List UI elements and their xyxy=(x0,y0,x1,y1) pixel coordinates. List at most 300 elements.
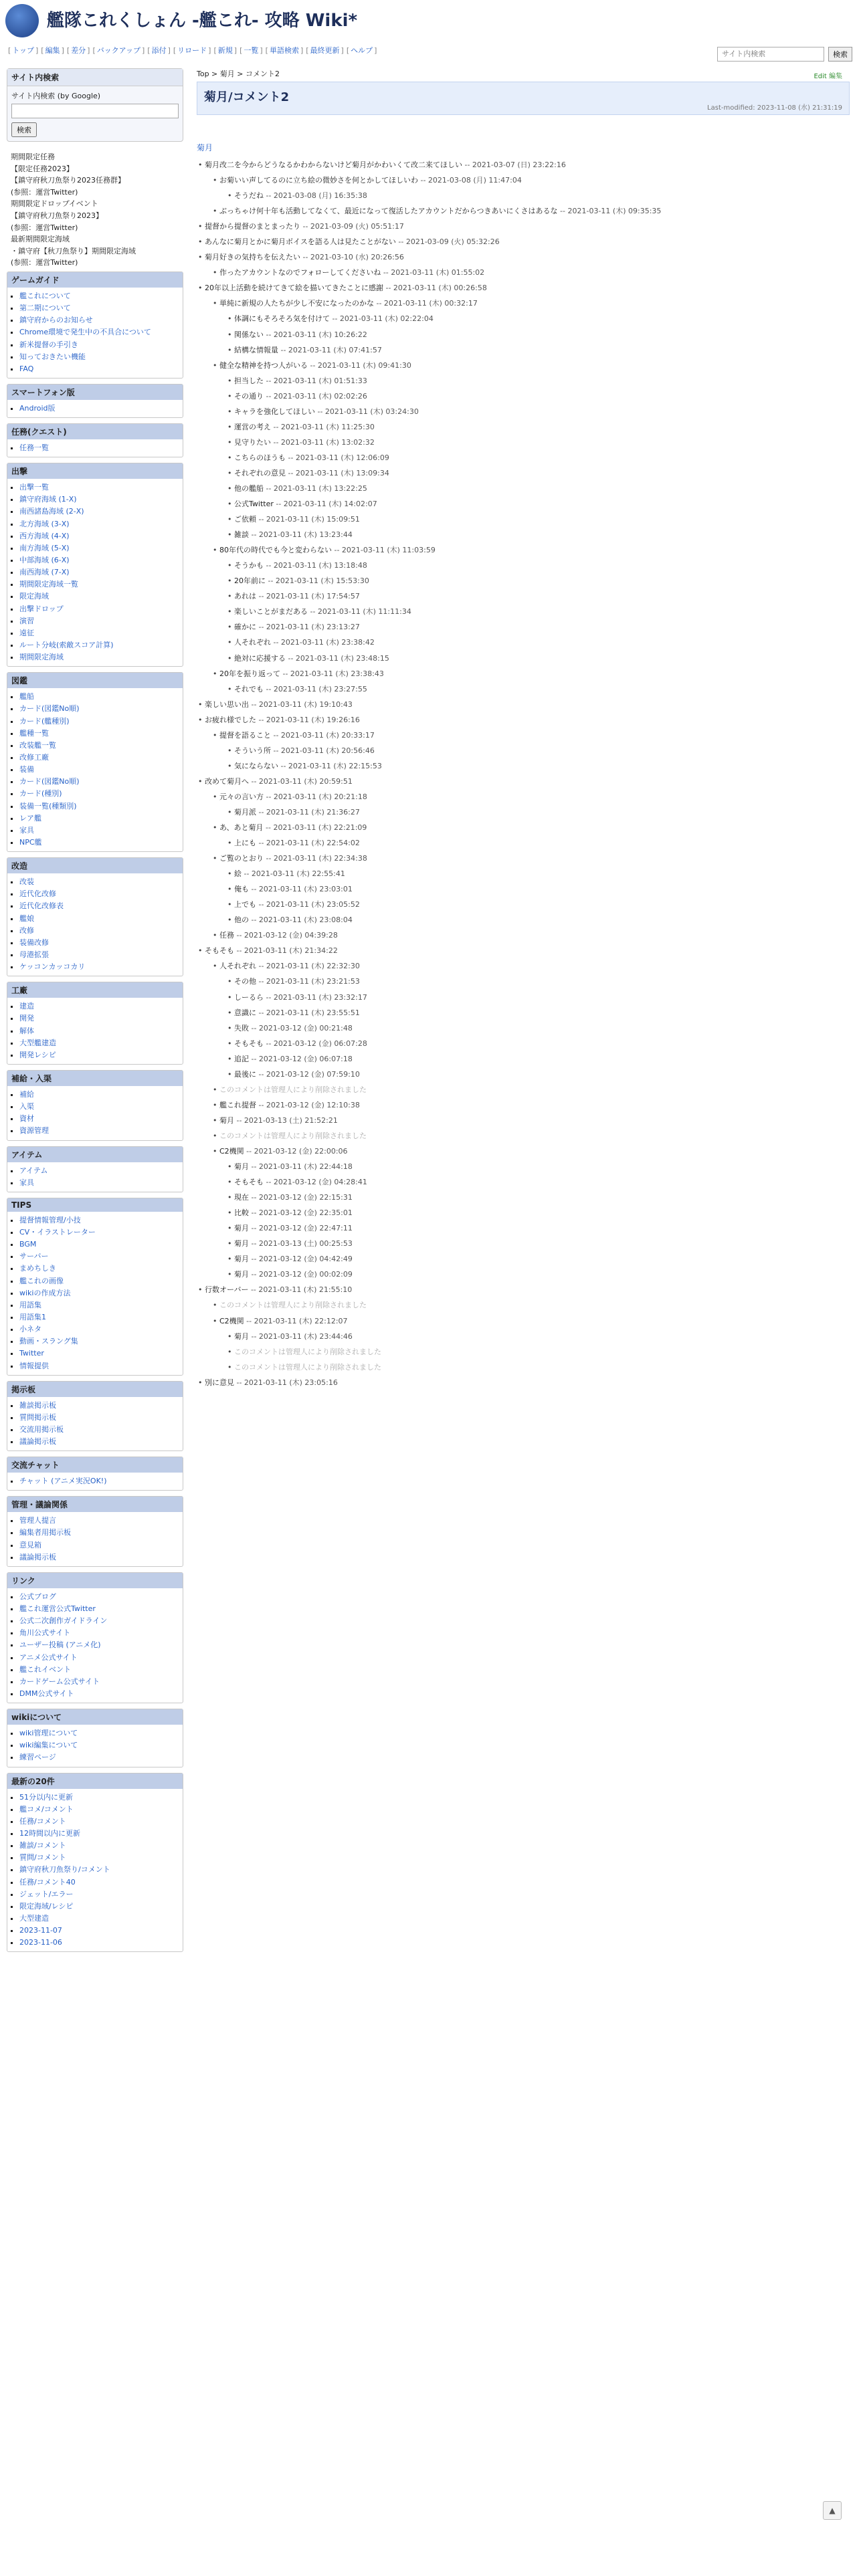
sidebar-search-box xyxy=(7,68,183,142)
sidebar-menu-item xyxy=(19,1652,179,1664)
comment-item xyxy=(226,1360,850,1375)
comment-text: 菊月 xyxy=(234,1239,249,1249)
sidebar-menu-item xyxy=(19,566,179,578)
comment-item xyxy=(211,265,850,280)
sidebar-menu-link[interactable]: 艦種一覧 xyxy=(19,728,49,738)
comment-date: -- 2021-03-11 (木) 13:22:25 xyxy=(264,484,367,493)
comment-text: このコメントは管理人により削除されました xyxy=(234,1362,381,1372)
comment-text: 人それぞれ xyxy=(234,638,271,647)
sidebar-menu-link[interactable]: まめちしき xyxy=(19,1264,56,1273)
header-search-button[interactable]: 検索 xyxy=(828,47,852,62)
sidebar-menu-link[interactable]: 51分以内に更新 xyxy=(19,1792,73,1802)
sidebar-menu-link[interactable]: 近代化改修 xyxy=(19,889,56,899)
sidebar-menu-link[interactable]: 解体 xyxy=(19,1026,34,1035)
sidebar-menu-link[interactable]: NPC艦 xyxy=(19,838,42,847)
sidebar-menu-item xyxy=(19,1335,179,1348)
comment-item xyxy=(226,835,850,851)
sidebar-menu-link[interactable]: 装備 xyxy=(19,765,34,774)
sidebar-menu-title[interactable]: アイテム xyxy=(7,1147,183,1162)
sidebar-menu-item xyxy=(19,1412,179,1424)
sidebar-menu-link[interactable]: FAQ xyxy=(19,364,34,373)
sidebar-menu-link[interactable]: wikiの作成方法 xyxy=(19,1288,71,1297)
comment-item xyxy=(226,342,850,358)
sidebar-menu-link[interactable]: 小ネタ xyxy=(19,1325,41,1334)
comment-item xyxy=(197,234,850,249)
last-modified: Last-modified: 2023-11-08 (水) 21:31:19 xyxy=(707,104,842,112)
sidebar-menu-item xyxy=(19,603,179,615)
sidebar-menu-item xyxy=(19,1323,179,1335)
sidebar-menu-link[interactable]: 遠征 xyxy=(19,628,34,637)
sidebar-menu-link[interactable]: 開発 xyxy=(19,1014,34,1023)
nav-bracket: [ xyxy=(8,46,11,55)
comment-text: このコメントは管理人により削除されました xyxy=(219,1131,367,1140)
nav-item[interactable]: 編集 xyxy=(45,46,60,55)
sidebar-menu-link[interactable]: 任務/コメント xyxy=(19,1816,66,1826)
sidebar-menu-item xyxy=(19,363,179,375)
sidebar-menu-link[interactable]: 2023-11-06 xyxy=(19,1938,62,1947)
sidebar-menu-item xyxy=(19,1226,179,1239)
sidebar-menu-link[interactable]: 家具 xyxy=(19,1178,34,1187)
sidebar-menu-title[interactable]: 図鑑 xyxy=(7,673,183,688)
sidebar-menu-item xyxy=(19,876,179,888)
comment-date: -- 2021-03-11 (木) 20:59:51 xyxy=(249,776,353,786)
site-title[interactable]: 艦隊これくしょん -艦これ- 攻略 Wiki* xyxy=(47,11,358,31)
comment-item xyxy=(226,465,850,481)
nav-bracket: ] xyxy=(260,46,263,55)
comment-item xyxy=(211,1082,850,1097)
sidebar-menu-link[interactable]: 艦これについて xyxy=(19,291,71,300)
sidebar-notice[interactable]: 最新期間限定海域 xyxy=(11,235,70,244)
comment-item xyxy=(226,481,850,496)
sidebar-menu-link[interactable]: 角川公式サイト xyxy=(19,1628,71,1638)
sidebar-menu-link[interactable]: カード(図鑑No順) xyxy=(19,704,80,714)
comment-item xyxy=(226,1220,850,1236)
sidebar-menu-link[interactable]: 資材 xyxy=(19,1114,34,1123)
sidebar-menu-link[interactable]: 装備一覧(種類別) xyxy=(19,801,77,811)
sidebar-menu-link[interactable]: 議論掲示板 xyxy=(19,1552,56,1562)
sidebar-menu-link[interactable]: チャット (アニメ実況OK!) xyxy=(19,1477,107,1486)
sidebar-menu-section xyxy=(7,1773,183,1953)
comment-item xyxy=(226,327,850,342)
sidebar-menu-link[interactable]: 母港拡張 xyxy=(19,950,49,959)
sidebar-menu-title[interactable]: 補給・入渠 xyxy=(7,1071,183,1086)
sidebar-menu-link[interactable]: 鎮守府海域 (1-X) xyxy=(19,495,77,504)
nav-bracket: [ xyxy=(92,46,96,55)
comment-item xyxy=(226,912,850,928)
sidebar-menu-link[interactable]: 用語集1 xyxy=(19,1312,46,1321)
comment-text: ぶっちゃけ何十年も活動してなくて、最近になって復活したアカウントだからつきあいにくさはあるな xyxy=(219,207,558,216)
sidebar-menu-link[interactable]: カード(種別) xyxy=(19,789,62,798)
comment-item xyxy=(211,542,850,558)
sidebar-menu-link[interactable]: 南方海域 (5-X) xyxy=(19,543,70,552)
comment-text: 関係ない xyxy=(234,330,264,339)
sidebar-menu-item xyxy=(19,925,179,937)
comment-item xyxy=(226,496,850,512)
nav-item[interactable]: 新規 xyxy=(217,46,233,55)
sidebar-menu-link[interactable]: 編集者用掲示板 xyxy=(19,1528,71,1537)
sidebar-menu-item xyxy=(19,302,179,314)
sidebar-notice[interactable]: 【鎮守府秋刀魚祭り2023任務群】 xyxy=(11,176,125,185)
sidebar-notice[interactable]: 【鎮守府秋刀魚祭り2023】 xyxy=(11,211,103,220)
comment-date: -- 2021-03-11 (木) 21:36:27 xyxy=(256,807,360,817)
sidebar-menu-item xyxy=(19,1177,179,1189)
sidebar-menu-title[interactable]: 最新の20件 xyxy=(7,1774,183,1789)
nav-bracket: [ xyxy=(213,46,217,55)
comment-date: -- 2021-03-11 (木) 17:54:57 xyxy=(256,592,360,601)
comment-date: -- 2021-03-11 (木) 22:55:41 xyxy=(242,869,345,879)
header-search-input[interactable] xyxy=(717,47,824,62)
comment-item xyxy=(226,1067,850,1082)
sidebar-menu-link[interactable]: 改装艦一覧 xyxy=(19,740,56,750)
sidebar-menu-link[interactable]: 鎮守府からのお知らせ xyxy=(19,316,93,325)
comment-item xyxy=(211,728,850,743)
sidebar-menu-item xyxy=(19,1515,179,1527)
sidebar-notices xyxy=(7,148,183,272)
sidebar-menu-link[interactable]: 大型建造 xyxy=(19,1914,49,1923)
sidebar-menu-item xyxy=(19,1864,179,1876)
nav-bracket: [ xyxy=(265,46,268,55)
sidebar-menu-link[interactable]: 近代化改修表 xyxy=(19,901,64,911)
comment-text: そもそも xyxy=(205,946,234,956)
comment-item xyxy=(226,1344,850,1360)
sidebar-notice[interactable]: ・鎮守府【秋刀魚祭り】期間限定海域 xyxy=(11,246,136,255)
comment-date: -- 2021-03-11 (木) 23:05:52 xyxy=(256,900,360,909)
comment-text: 別に意見 xyxy=(205,1378,234,1387)
sidebar-menu-link[interactable]: カードゲーム公式サイト xyxy=(19,1677,100,1686)
sidebar-menu-title[interactable]: ゲームガイド xyxy=(7,272,183,288)
edit-badge[interactable]: Edit 編集 xyxy=(814,73,842,80)
sidebar-menu-link[interactable]: 質問掲示板 xyxy=(19,1412,56,1422)
comment-date: -- 2021-03-11 (木) 22:54:02 xyxy=(256,839,360,848)
nav-item[interactable]: ヘルプ xyxy=(351,46,373,55)
sidebar-menu-item xyxy=(19,1615,179,1627)
nav-item[interactable]: 単語検索 xyxy=(269,46,299,55)
sidebar-menu-link[interactable]: 大型艦建造 xyxy=(19,1038,56,1047)
sidebar-menu-link[interactable]: 質問/コメント xyxy=(19,1853,66,1862)
comment-text: 菊月 xyxy=(234,1162,249,1172)
sidebar-menu-link[interactable]: wiki管理について xyxy=(19,1729,78,1738)
sidebar-menu-link[interactable]: 中部海域 (6-X) xyxy=(19,556,70,565)
comment-text: 俺も xyxy=(234,885,249,894)
sidebar-menu-link[interactable]: 公式二次創作ガイドライン xyxy=(19,1616,108,1626)
sidebar-notice[interactable]: 期間限定ドロップイベント xyxy=(11,199,98,209)
sidebar-menu-item xyxy=(19,1360,179,1372)
comment-text: 最後に xyxy=(234,1069,256,1079)
sidebar-menu-item xyxy=(19,1299,179,1311)
comment-text: お疲れ様でした xyxy=(205,715,256,724)
sidebar-menu-link[interactable]: 西方海域 (4-X) xyxy=(19,531,70,540)
comment-item xyxy=(226,1159,850,1174)
sidebar-menu-title[interactable]: wikiについて xyxy=(7,1709,183,1725)
section-label[interactable]: 菊月 xyxy=(197,143,213,152)
comment-item xyxy=(197,280,850,296)
comment-text: 気にならない xyxy=(234,761,278,770)
comment-text: 追記 xyxy=(234,1054,249,1063)
sidebar-menu-item xyxy=(19,1937,179,1949)
sidebar-menu-item xyxy=(19,1000,179,1012)
sidebar-menu-link[interactable]: 入渠 xyxy=(19,1102,34,1111)
comment-item xyxy=(226,389,850,404)
comment-item xyxy=(226,866,850,881)
sidebar-menu-link[interactable]: 改装 xyxy=(19,877,34,887)
sidebar-menu-link[interactable]: 12時間以内に更新 xyxy=(19,1829,80,1838)
comment-item xyxy=(226,619,850,635)
sidebar-menu-link[interactable]: 提督情報管理/小技 xyxy=(19,1215,81,1224)
sidebar-menu-link[interactable]: 艦コメ/コメント xyxy=(19,1804,74,1814)
sidebar-menu-link[interactable]: 任務一覧 xyxy=(19,443,49,453)
sidebar-menu-title[interactable]: 出撃 xyxy=(7,463,183,479)
scroll-top-button[interactable]: ▲ xyxy=(823,2501,842,2520)
sidebar-menu-link[interactable]: アイテム xyxy=(19,1166,48,1175)
nav-item[interactable]: リロード xyxy=(177,46,207,55)
sidebar-menu-item xyxy=(19,542,179,554)
sidebar-menu-link[interactable]: 建造 xyxy=(19,1002,34,1011)
sidebar-menu-title[interactable]: 管理・議論関係 xyxy=(7,1497,183,1512)
comment-text: そもそも xyxy=(234,1178,264,1187)
sidebar-menu-link[interactable]: 南西諸島海域 (2-X) xyxy=(19,507,84,516)
sidebar-menu-title[interactable]: 工廠 xyxy=(7,982,183,998)
sidebar-menu-item xyxy=(19,1424,179,1436)
sidebar-menu-link[interactable]: 限定海域 xyxy=(19,592,49,601)
sidebar-menu-title[interactable]: リンク xyxy=(7,1573,183,1588)
nav-item[interactable]: 添付 xyxy=(151,46,167,55)
sidebar-menu-item xyxy=(19,1751,179,1763)
sidebar-menu-item xyxy=(19,716,179,728)
sidebar-menu-item xyxy=(19,1251,179,1263)
nav-bracket: [ xyxy=(147,46,151,55)
sidebar-menu-item xyxy=(19,1804,179,1816)
sidebar-menu-section xyxy=(7,1709,183,1767)
sidebar-menu-link[interactable]: 動画・スラング集 xyxy=(19,1337,78,1346)
sidebar-menu-item xyxy=(19,1475,179,1487)
comment-item xyxy=(226,435,850,450)
sidebar-menu-link[interactable]: 艦娘 xyxy=(19,914,34,923)
sidebar-menu-link[interactable]: 限定海域/レシピ xyxy=(19,1901,74,1911)
nav-item[interactable]: 最終更新 xyxy=(310,46,340,55)
sidebar-menu-link[interactable]: サーバー xyxy=(19,1252,49,1261)
comment-date: -- 2021-03-11 (木) 23:55:51 xyxy=(256,1008,360,1017)
sidebar-menu-section xyxy=(7,1146,183,1192)
comment-text: 健全な精神を持つ人がいる xyxy=(219,360,308,370)
sidebar-menu-link[interactable]: BGM xyxy=(19,1240,37,1249)
sidebar-menu-title[interactable]: 交流チャット xyxy=(7,1457,183,1473)
sidebar-menu-item xyxy=(19,1664,179,1676)
sidebar-menu-link[interactable]: 北方海域 (3-X) xyxy=(19,519,70,528)
sidebar-menu-link[interactable]: 改修 xyxy=(19,926,34,935)
sidebar-menu-link[interactable]: CV・イラストレーター xyxy=(19,1227,96,1237)
breadcrumb[interactable]: Top > 菊月 > コメント2 xyxy=(197,70,280,78)
header-search xyxy=(717,47,852,62)
sidebar-notice[interactable]: (参照：運営Twitter) xyxy=(11,187,78,197)
sidebar-menu-link[interactable]: 家具 xyxy=(19,825,34,835)
sidebar-menu-link[interactable]: 期間限定海域 xyxy=(19,653,64,662)
nav-item[interactable]: バックアップ xyxy=(96,46,140,55)
sidebar-menu-link[interactable]: 意見箱 xyxy=(19,1540,41,1549)
sidebar-menu-item xyxy=(19,788,179,800)
comment-text: 人それぞれ xyxy=(219,962,256,971)
sidebar-menu-link[interactable]: カード(図鑑No順) xyxy=(19,777,80,786)
comment-item xyxy=(226,974,850,989)
sidebar-menu-item xyxy=(19,1539,179,1551)
comment-text: それぞれの意見 xyxy=(234,468,286,477)
comment-date: -- 2021-03-11 (木) 00:26:58 xyxy=(383,284,487,293)
comment-date: -- 2021-03-11 (木) 12:06:09 xyxy=(286,453,389,462)
comment-item xyxy=(226,635,850,650)
comment-text: 菊月改二を今からどうなるかわからないけど菊月がかわいくて改二来てほしい xyxy=(205,160,462,169)
sidebar-menu-title[interactable]: 改造 xyxy=(7,858,183,873)
comment-item xyxy=(211,1113,850,1128)
sidebar-menu-link[interactable]: 公式ブログ xyxy=(19,1592,56,1601)
sidebar-menu-item xyxy=(19,314,179,326)
sidebar-menu-link[interactable]: Chrome環境で発生中の不具合について xyxy=(19,328,151,337)
sidebar-menu-item xyxy=(19,1676,179,1688)
sidebar-menu-link[interactable]: 演習 xyxy=(19,616,34,625)
sidebar-menu-link[interactable]: 第二期について xyxy=(19,304,71,313)
comment-date: -- 2021-03-11 (木) 01:55:02 xyxy=(381,268,485,278)
sidebar-menu-link[interactable]: 艦船 xyxy=(19,692,34,702)
sidebar-menu-title[interactable]: TIPS xyxy=(7,1198,183,1212)
sidebar-menu-link[interactable]: 艦これの画像 xyxy=(19,1276,64,1285)
sidebar-menu-section xyxy=(7,463,183,667)
sidebar-menu-link[interactable]: 出撃一覧 xyxy=(19,483,49,492)
sidebar-menu-link[interactable]: 練習ページ xyxy=(19,1753,56,1762)
nav-item[interactable]: トップ xyxy=(12,46,34,55)
comment-text: 元々の言い方 xyxy=(219,792,264,801)
comment-text: そもそも xyxy=(234,1039,264,1048)
comment-item xyxy=(197,712,850,728)
sidebar-menu-link[interactable]: 艦これイベント xyxy=(19,1665,71,1674)
sidebar-menu-link[interactable]: ユーザー投稿 (アニメ化) xyxy=(19,1640,101,1650)
sidebar-menu-item xyxy=(19,1348,179,1360)
sidebar-menu-link[interactable]: 議論掲示板 xyxy=(19,1437,56,1446)
comment-item xyxy=(211,928,850,943)
sidebar-notice[interactable]: (参照：運営Twitter) xyxy=(11,223,78,232)
sidebar-menu-link[interactable]: アニメ公式サイト xyxy=(19,1652,78,1662)
comment-text: ご依頼 xyxy=(234,515,256,524)
sidebar-menu-title[interactable]: 掲示板 xyxy=(7,1382,183,1397)
comment-text: 任務 xyxy=(219,931,234,940)
sidebar-menu-link[interactable]: 2023-11-07 xyxy=(19,1926,62,1935)
comment-text: 改めて菊月へ xyxy=(205,776,249,786)
comment-item xyxy=(226,1190,850,1205)
sidebar-menu-link[interactable]: 出撃ドロップ xyxy=(19,604,64,613)
comment-date: -- 2021-03-12 (金) 22:35:01 xyxy=(249,1208,353,1218)
nav-bracket: ] xyxy=(300,46,304,55)
sidebar xyxy=(0,63,190,1957)
sidebar-menu-link[interactable]: 交流用掲示板 xyxy=(19,1424,64,1434)
nav-item[interactable]: 差分 xyxy=(71,46,86,55)
comment-item xyxy=(226,897,850,912)
site-logo[interactable] xyxy=(5,4,39,37)
sidebar-menu-link[interactable]: ルート分岐(索敵スコア計算) xyxy=(19,641,114,650)
comment-date: -- 2021-03-11 (木) 13:23:44 xyxy=(249,530,353,540)
comment-date: -- 2021-03-11 (木) 14:02:07 xyxy=(273,500,377,509)
comment-item xyxy=(226,1329,850,1344)
sidebar-menu-link[interactable]: 雑談掲示板 xyxy=(19,1400,56,1410)
sidebar-menu-title[interactable]: 任務(クエスト) xyxy=(7,424,183,439)
sidebar-search-button[interactable]: 検索 xyxy=(11,122,37,137)
sidebar-notice[interactable]: 【限定任務2023】 xyxy=(11,164,74,173)
comment-text: 楽しい思い出 xyxy=(205,700,249,709)
sidebar-menu-link[interactable]: 補給 xyxy=(19,1089,34,1099)
comment-text: C2機関 xyxy=(219,1147,244,1156)
sidebar-menu-link[interactable]: ジェット/エラー xyxy=(19,1889,74,1899)
comment-date: -- 2021-03-11 (木) 23:13:27 xyxy=(256,623,360,632)
sidebar-menu-link[interactable]: DMM公式サイト xyxy=(19,1689,74,1699)
comment-date: -- 2021-03-11 (木) 10:26:22 xyxy=(264,330,367,339)
sidebar-menu-link[interactable]: wiki編集について xyxy=(19,1741,78,1750)
sidebar-notice[interactable]: 期間限定任務 xyxy=(11,152,55,161)
sidebar-search-sub: サイト内検索 (by Google) xyxy=(11,92,101,100)
sidebar-menu-link[interactable]: レア艦 xyxy=(19,813,41,823)
comment-text: このコメントは管理人により削除されました xyxy=(234,1347,381,1356)
sidebar-menu-link[interactable]: 開発レシピ xyxy=(19,1050,56,1059)
sidebar-menu-link[interactable]: 任務/コメント40 xyxy=(19,1877,76,1887)
comment-text: 他の xyxy=(234,916,249,925)
sidebar-menu-link[interactable]: 装備改修 xyxy=(19,938,49,947)
sidebar-menu-link[interactable]: 改修工廠 xyxy=(19,753,49,762)
comment-text: 現在 xyxy=(234,1193,249,1202)
sidebar-menu-link[interactable]: 新米提督の手引き xyxy=(19,340,78,349)
sidebar-menu-link[interactable]: Twitter xyxy=(19,1349,44,1358)
sidebar-menu-link[interactable]: カード(艦種別) xyxy=(19,716,70,726)
comment-date: -- 2021-03-12 (金) 04:39:28 xyxy=(234,931,338,940)
comment-item xyxy=(226,558,850,573)
comment-text: 菊月 xyxy=(219,1115,234,1125)
comment-item xyxy=(226,743,850,758)
site-header xyxy=(0,0,859,43)
sidebar-menu-link[interactable]: 管理人提言 xyxy=(19,1516,56,1525)
comment-item xyxy=(197,157,850,173)
sidebar-menu-item xyxy=(19,290,179,302)
comment-text: 菊月 xyxy=(234,1270,249,1279)
comment-text: 見守りたい xyxy=(234,437,271,447)
sidebar-menu-section xyxy=(7,272,183,379)
sidebar-menu-item xyxy=(19,961,179,973)
comment-date: -- 2021-03-11 (木) 09:41:30 xyxy=(308,360,411,370)
sidebar-menu-link[interactable]: 艦これ運営公式Twitter xyxy=(19,1604,96,1614)
sidebar-menu-link[interactable]: 雑談/コメント xyxy=(19,1841,66,1850)
sidebar-menu-link[interactable]: 情報提供 xyxy=(19,1361,49,1370)
sidebar-menu-link[interactable]: 南西海域 (7-X) xyxy=(19,568,70,577)
comment-text: 菊月好きの気持ちを伝えたい xyxy=(205,253,300,262)
comment-text: 意識に xyxy=(234,1008,256,1017)
comment-date: -- 2021-03-11 (木) 23:38:42 xyxy=(271,638,375,647)
sidebar-menu-link[interactable]: 資源管理 xyxy=(19,1126,49,1136)
sidebar-menu-title[interactable]: スマートフォン版 xyxy=(7,385,183,400)
comment-item xyxy=(226,419,850,435)
sidebar-menu-link[interactable]: 知っておきたい機能 xyxy=(19,352,86,361)
comment-date: -- 2021-03-11 (木) 22:34:38 xyxy=(264,854,367,863)
sidebar-menu-link[interactable]: 用語集 xyxy=(19,1300,41,1309)
sidebar-menu-item xyxy=(19,494,179,506)
sidebar-search-input[interactable] xyxy=(11,104,179,118)
page-title: 菊月/コメント2 xyxy=(204,90,290,104)
sidebar-menu-item xyxy=(19,351,179,363)
sidebar-menu-item xyxy=(19,1739,179,1751)
sidebar-menu-link[interactable]: Android版 xyxy=(19,403,56,413)
comment-text: そうかも xyxy=(234,561,264,570)
sidebar-menu-link[interactable]: 鎮守府秋刀魚祭り/コメント xyxy=(19,1865,110,1874)
sidebar-notice[interactable]: (参照：運営Twitter) xyxy=(11,258,78,267)
sidebar-menu-item xyxy=(19,1400,179,1412)
nav-item[interactable]: 一覧 xyxy=(244,46,259,55)
sidebar-menu-link[interactable]: ケッコンカッコカリ xyxy=(19,962,86,972)
sidebar-menu-item xyxy=(19,481,179,494)
comment-item xyxy=(226,1036,850,1051)
comment-text: 80年代の時代でも今と変わらない xyxy=(219,546,332,555)
sidebar-menu-link[interactable]: 期間限定海域一覧 xyxy=(19,580,78,589)
